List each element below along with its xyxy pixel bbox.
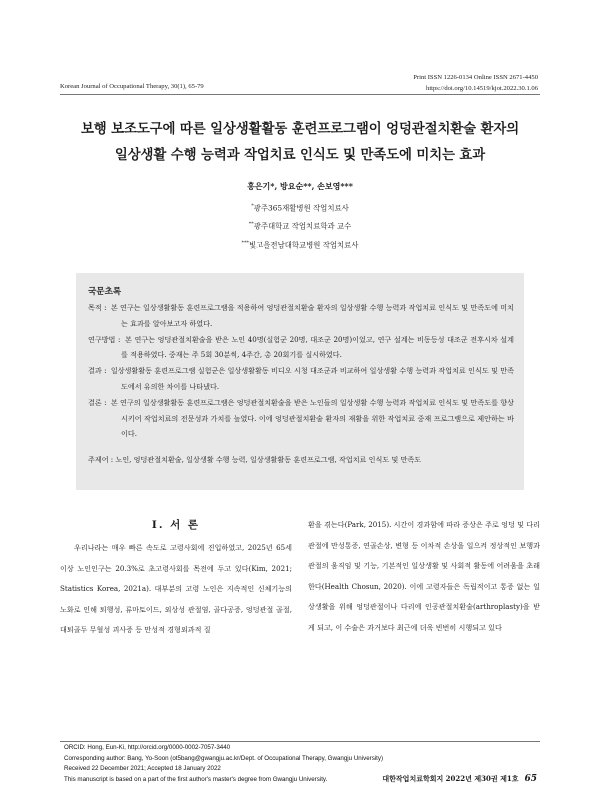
footnotes [64,743,383,785]
doi-line: https://doi.org/10.14519/kjot.2022.30.1.06 [426,85,538,92]
footnote-rule [60,741,540,742]
paper-title [40,116,560,168]
affiliation-3: ***빛고을전남대학교병원 작업치료사 [241,239,359,250]
abstract-purpose: 목적 : 본 연구는 일상생활활동 훈련프로그램을 적용하여 엉덩관절치환술 환자의 일상생활 수행 능력과 작업치료 인식도 및 만족도에 미치는 효과를 알아보고자 하였다. [88,303,514,328]
abstract-results: 결과 : 일상생활활동 훈련프로그램 실험군은 일상생활활동 비디오 시청 대조군과 비교하여 일상생활 수행 능력과 작업치료 인식도 및 만족도에서 유의한 차이를 나타냈다. [88,366,514,391]
abstract-heading: 국문초록 [88,287,122,297]
footer-journal: 대한작업치료학회지 2022년 제30권 제1호 [382,774,519,783]
abstract-conclusion: 결론 : 본 연구의 일상생활활동 훈련프로그램은 엉덩관절치환술을 받은 노인들의 일상생활 수행 능력과 작업치료 인식도 및 만족도를 향상시키어 작업치료의 전문성과 가치를 높였다. 이에 엉덩관절치환술 환자의 재활을 위한 작업치료 중재 프로그램으로 제안하는 바이다. [88,397,514,439]
footnote-orcid: ORCID: Hong, Eun-Ki, http://orcid.org/0000-0002-7057-3440 [64,744,231,751]
affiliation-1: *광주365재활병원 작업치료사 [251,203,349,213]
footnote-thesis: This manuscript is based on a part of the first author's master's degree from Gwangju University. [64,775,328,783]
keywords: 주제어 : 노인, 엉덩관절치환술, 일상생활 수행 능력, 일상생활활동 훈련프로그램, 작업치료 인식도 및 만족도 [88,455,422,465]
page-number: 65 [524,774,537,784]
section-heading-introduction: Ⅰ. 서 론 [151,519,201,531]
author-list: 홍은기*, 방요순**, 손보영*** [247,181,353,191]
issn-doi-block [413,72,538,94]
footnote-dates: Received 22 December 2021; Accepted 18 January 2022 [64,765,221,773]
issn-line: Print ISSN 1226-0134 Online ISSN 2671-4450 [413,74,538,81]
title-line-2: 일상생활 수행 능력과 작업치료 인식도 및 만족도에 미치는 효과 [114,147,486,163]
title-line-1: 보행 보조도구에 따른 일상생활활동 훈련프로그램이 엉덩관절치환술 환자의 [80,121,520,137]
body-column-left: 우리나라는 매우 빠른 속도로 고령사회에 진입하였고, 2025년 65세 이상 노인인구는 20.3%로 초고령사회를 목전에 두고 있다(Kim, 2021; Statistics Korea, 2021a). 대부분의 고령 노인은 지속적인 신체기능의 노화로 인해 퇴행성, 류마토이드, 외상성 관절염, 골다공증, 엉덩관절 골절, 대퇴골두 무혈성 괴사증 등 만성적 경형외과적 질 [60,543,292,635]
affiliations [0,198,600,253]
abstract-methods: 연구방법 : 본 연구는 엉덩관절치환술을 받은 노인 40명(실험군 20명, 대조군 20명)이었고, 연구 설계는 비동등성 대조군 전후시차 설계를 적용하였다. 중재는 주 5회 30분씩, 4주간, 총 20회기를 실시하였다. [88,334,514,360]
abstract-box [76,273,524,490]
affiliation-2: **광주대학교 작업치료학과 교수 [248,221,352,231]
journal-citation: Korean Journal of Occupational Therapy, 30(1), 65-79 [60,83,204,90]
header-rule [60,94,540,95]
footnote-corresponding: Corresponding author: Bang, Yo-Soon (ot5bang@gwangju.ac.kr/Dept. of Occupational Therapy, Gwangju University) [64,754,384,762]
page-footer [382,774,537,784]
body-column-right: 환을 겪는다(Park, 2015). 시간이 경과함에 따라 증상은 주로 엉덩 및 다리 관절에 만성통증, 연골손상, 변형 등 이차적 손상을 일으켜 정상적인 보행과 관절의 움직임 및 기능, 기본적인 일상생활 및 사회적 활동에 어려움을 초래한다(Health Chosun, 2020). 이에 고령자들은 독립적이고 통증 없는 일상생활을 위해 엉덩관절이나 다리에 인공관절치환술(arthroplasty)을 받게 되고, 이 수술은 과거보다 최근에 더욱 빈번히 시행되고 있다 [308,520,540,632]
